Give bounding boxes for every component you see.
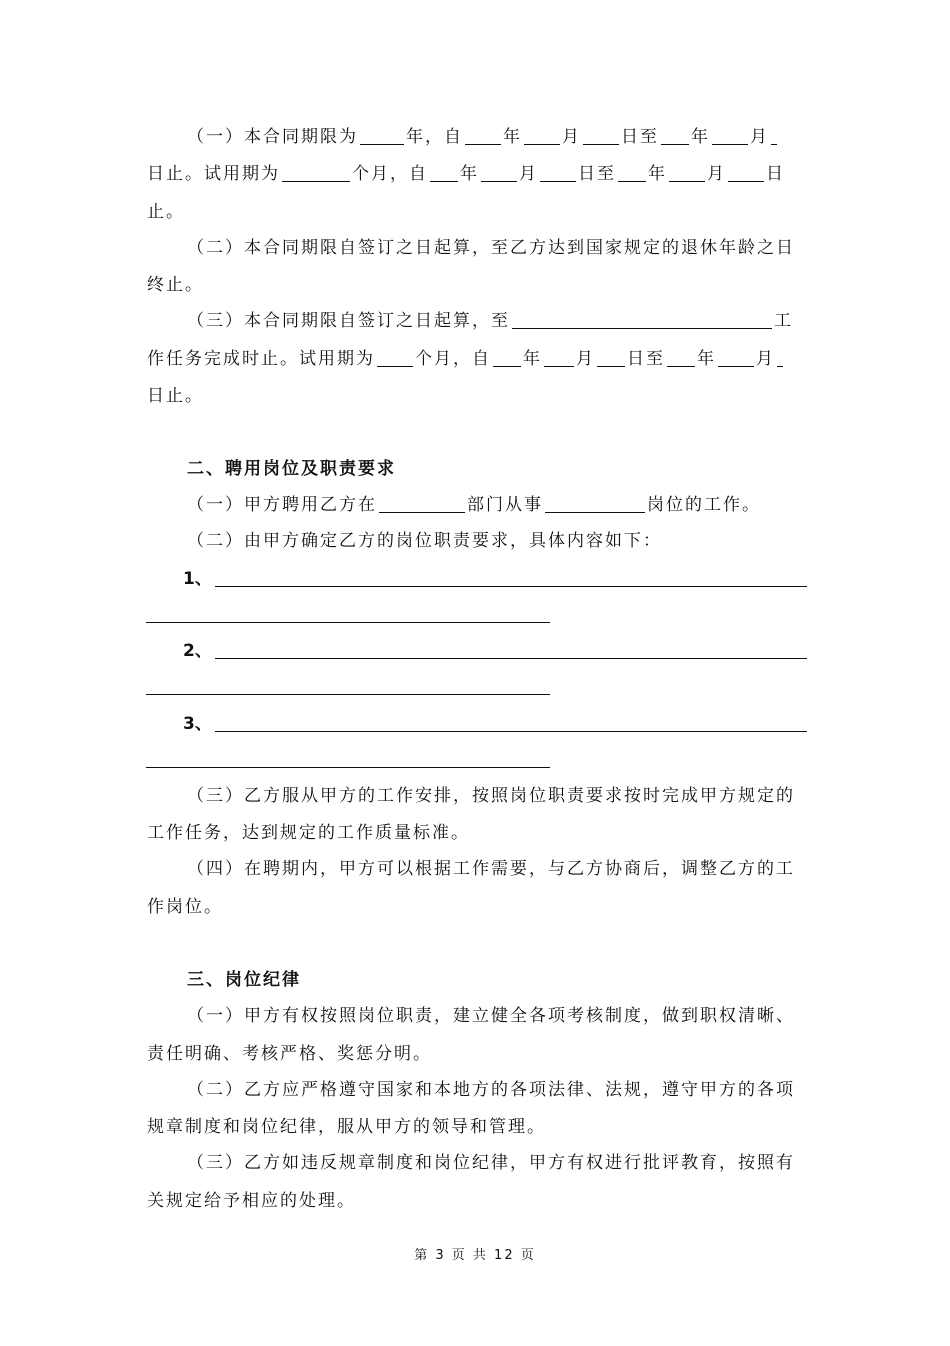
text: 日至: [578, 164, 616, 184]
page-number-footer: 第 3 页 共 12 页: [414, 1248, 536, 1263]
term-item1-line1: [147, 118, 847, 156]
text: （三）本合同期限自签订之日起算，至: [187, 311, 510, 331]
text: 月: [707, 164, 726, 184]
blank-field[interactable]: [465, 120, 501, 145]
section3-heading: [147, 961, 847, 999]
text: 年: [503, 127, 522, 147]
text: （三）乙方服从甲方的工作安排，按照岗位职责要求按时完成甲方规定的: [187, 786, 795, 806]
text: 月: [756, 349, 775, 369]
text: 年: [523, 349, 542, 369]
section3-p1-line1: [147, 997, 847, 1035]
text: 年: [460, 164, 479, 184]
blank-field[interactable]: [597, 342, 625, 367]
text: 止。: [147, 202, 185, 222]
blank-field[interactable]: [669, 157, 705, 182]
text: 部门从事: [467, 495, 543, 515]
text: （一）甲方有权按照岗位职责，建立健全各项考核制度，做到职权清晰、: [187, 1006, 795, 1026]
text: （四）在聘期内，甲方可以根据工作需要，与乙方协商后，调整乙方的工: [187, 859, 795, 879]
blank-field[interactable]: [583, 120, 619, 145]
text: （一）本合同期限为: [187, 127, 358, 147]
number-label: 2、: [183, 641, 212, 661]
blank-field[interactable]: [667, 342, 695, 367]
blank-field[interactable]: [618, 157, 646, 182]
text: 工: [774, 311, 793, 331]
text: 终止。: [147, 275, 204, 295]
text: 年: [648, 164, 667, 184]
duty-line-3-continued[interactable]: [146, 767, 550, 768]
number-label: 1、: [183, 569, 212, 589]
text: 日: [766, 164, 785, 184]
text: 月: [576, 349, 595, 369]
text: 月: [519, 164, 538, 184]
duty-line-1[interactable]: [183, 560, 807, 598]
duty-line-2[interactable]: [183, 632, 807, 670]
text: 年: [691, 127, 710, 147]
section2-p3-line1: [147, 777, 847, 815]
position-blank[interactable]: [545, 488, 645, 513]
text: （二）乙方应严格遵守国家和本地方的各项法律、法规，遵守甲方的各项: [187, 1080, 795, 1100]
department-blank[interactable]: [379, 488, 465, 513]
duty-line-3[interactable]: [183, 705, 807, 743]
duty-blank[interactable]: [215, 586, 807, 587]
section3-p2-line2: [147, 1108, 807, 1146]
text: 岗位的工作。: [647, 495, 761, 515]
text: 日止。: [147, 386, 204, 406]
blank-field[interactable]: [661, 120, 689, 145]
section3-p1-line2: [147, 1035, 807, 1073]
text: 月: [750, 127, 769, 147]
blank-field[interactable]: [377, 342, 413, 367]
term-item2-line2: [147, 266, 807, 304]
duty-blank[interactable]: [215, 658, 807, 659]
duty-line-2-continued[interactable]: [146, 694, 550, 695]
section2-p4-line1: [147, 850, 847, 888]
heading-text: 二、聘用岗位及职责要求: [187, 459, 396, 479]
text: 作任务完成时止。试用期为: [147, 349, 375, 369]
blank-field[interactable]: [718, 342, 754, 367]
blank-field[interactable]: [540, 157, 576, 182]
duty-line-1-continued[interactable]: [146, 622, 550, 623]
term-item1-line3: [147, 193, 807, 231]
term-item2-line1: [147, 229, 847, 267]
blank-field[interactable]: [544, 342, 574, 367]
number-label: 3、: [183, 714, 212, 734]
blank-field[interactable]: [777, 342, 783, 367]
text: 个月，自: [352, 164, 428, 184]
term-item3-line2: [147, 340, 807, 378]
text: 关规定给予相应的处理。: [147, 1191, 356, 1211]
blank-field[interactable]: [512, 304, 772, 329]
text: 年: [697, 349, 716, 369]
text: 月: [562, 127, 581, 147]
term-item3-line1: [147, 302, 847, 340]
section3-p3-line2: [147, 1182, 807, 1220]
section2-p1: [147, 486, 847, 524]
blank-field[interactable]: [712, 120, 748, 145]
text: 日止。试用期为: [147, 164, 280, 184]
text: 作岗位。: [147, 897, 223, 917]
blank-field[interactable]: [771, 120, 777, 145]
blank-field[interactable]: [524, 120, 560, 145]
blank-field[interactable]: [282, 157, 350, 182]
text: 年，自: [406, 127, 463, 147]
text: 责任明确、考核严格、奖惩分明。: [147, 1044, 432, 1064]
text: 规章制度和岗位纪律，服从甲方的领导和管理。: [147, 1117, 546, 1137]
blank-field[interactable]: [493, 342, 521, 367]
section3-p3-line1: [147, 1144, 847, 1182]
text: （二）本合同期限自签订之日起算，至乙方达到国家规定的退休年龄之日: [187, 238, 795, 258]
text: （一）甲方聘用乙方在: [187, 495, 377, 515]
blank-field[interactable]: [430, 157, 458, 182]
text: 工作任务，达到规定的工作质量标准。: [147, 823, 470, 843]
duty-blank[interactable]: [215, 731, 807, 732]
section2-p2: [147, 522, 847, 560]
blank-field[interactable]: [481, 157, 517, 182]
section3-p2-line1: [147, 1071, 847, 1109]
heading-text: 三、岗位纪律: [187, 970, 301, 990]
blank-field[interactable]: [728, 157, 764, 182]
section2-p3-line2: [147, 814, 807, 852]
text: 日至: [621, 127, 659, 147]
section2-p4-line2: [147, 888, 807, 926]
text: （三）乙方如违反规章制度和岗位纪律，甲方有权进行批评教育，按照有: [187, 1153, 795, 1173]
blank-field[interactable]: [360, 120, 404, 145]
term-item1-line2: [147, 155, 807, 193]
term-item3-line3: [147, 377, 807, 415]
text: 日至: [627, 349, 665, 369]
text: 个月，自: [415, 349, 491, 369]
section2-heading: [147, 450, 847, 488]
text: （二）由甲方确定乙方的岗位职责要求，具体内容如下：: [187, 531, 662, 551]
